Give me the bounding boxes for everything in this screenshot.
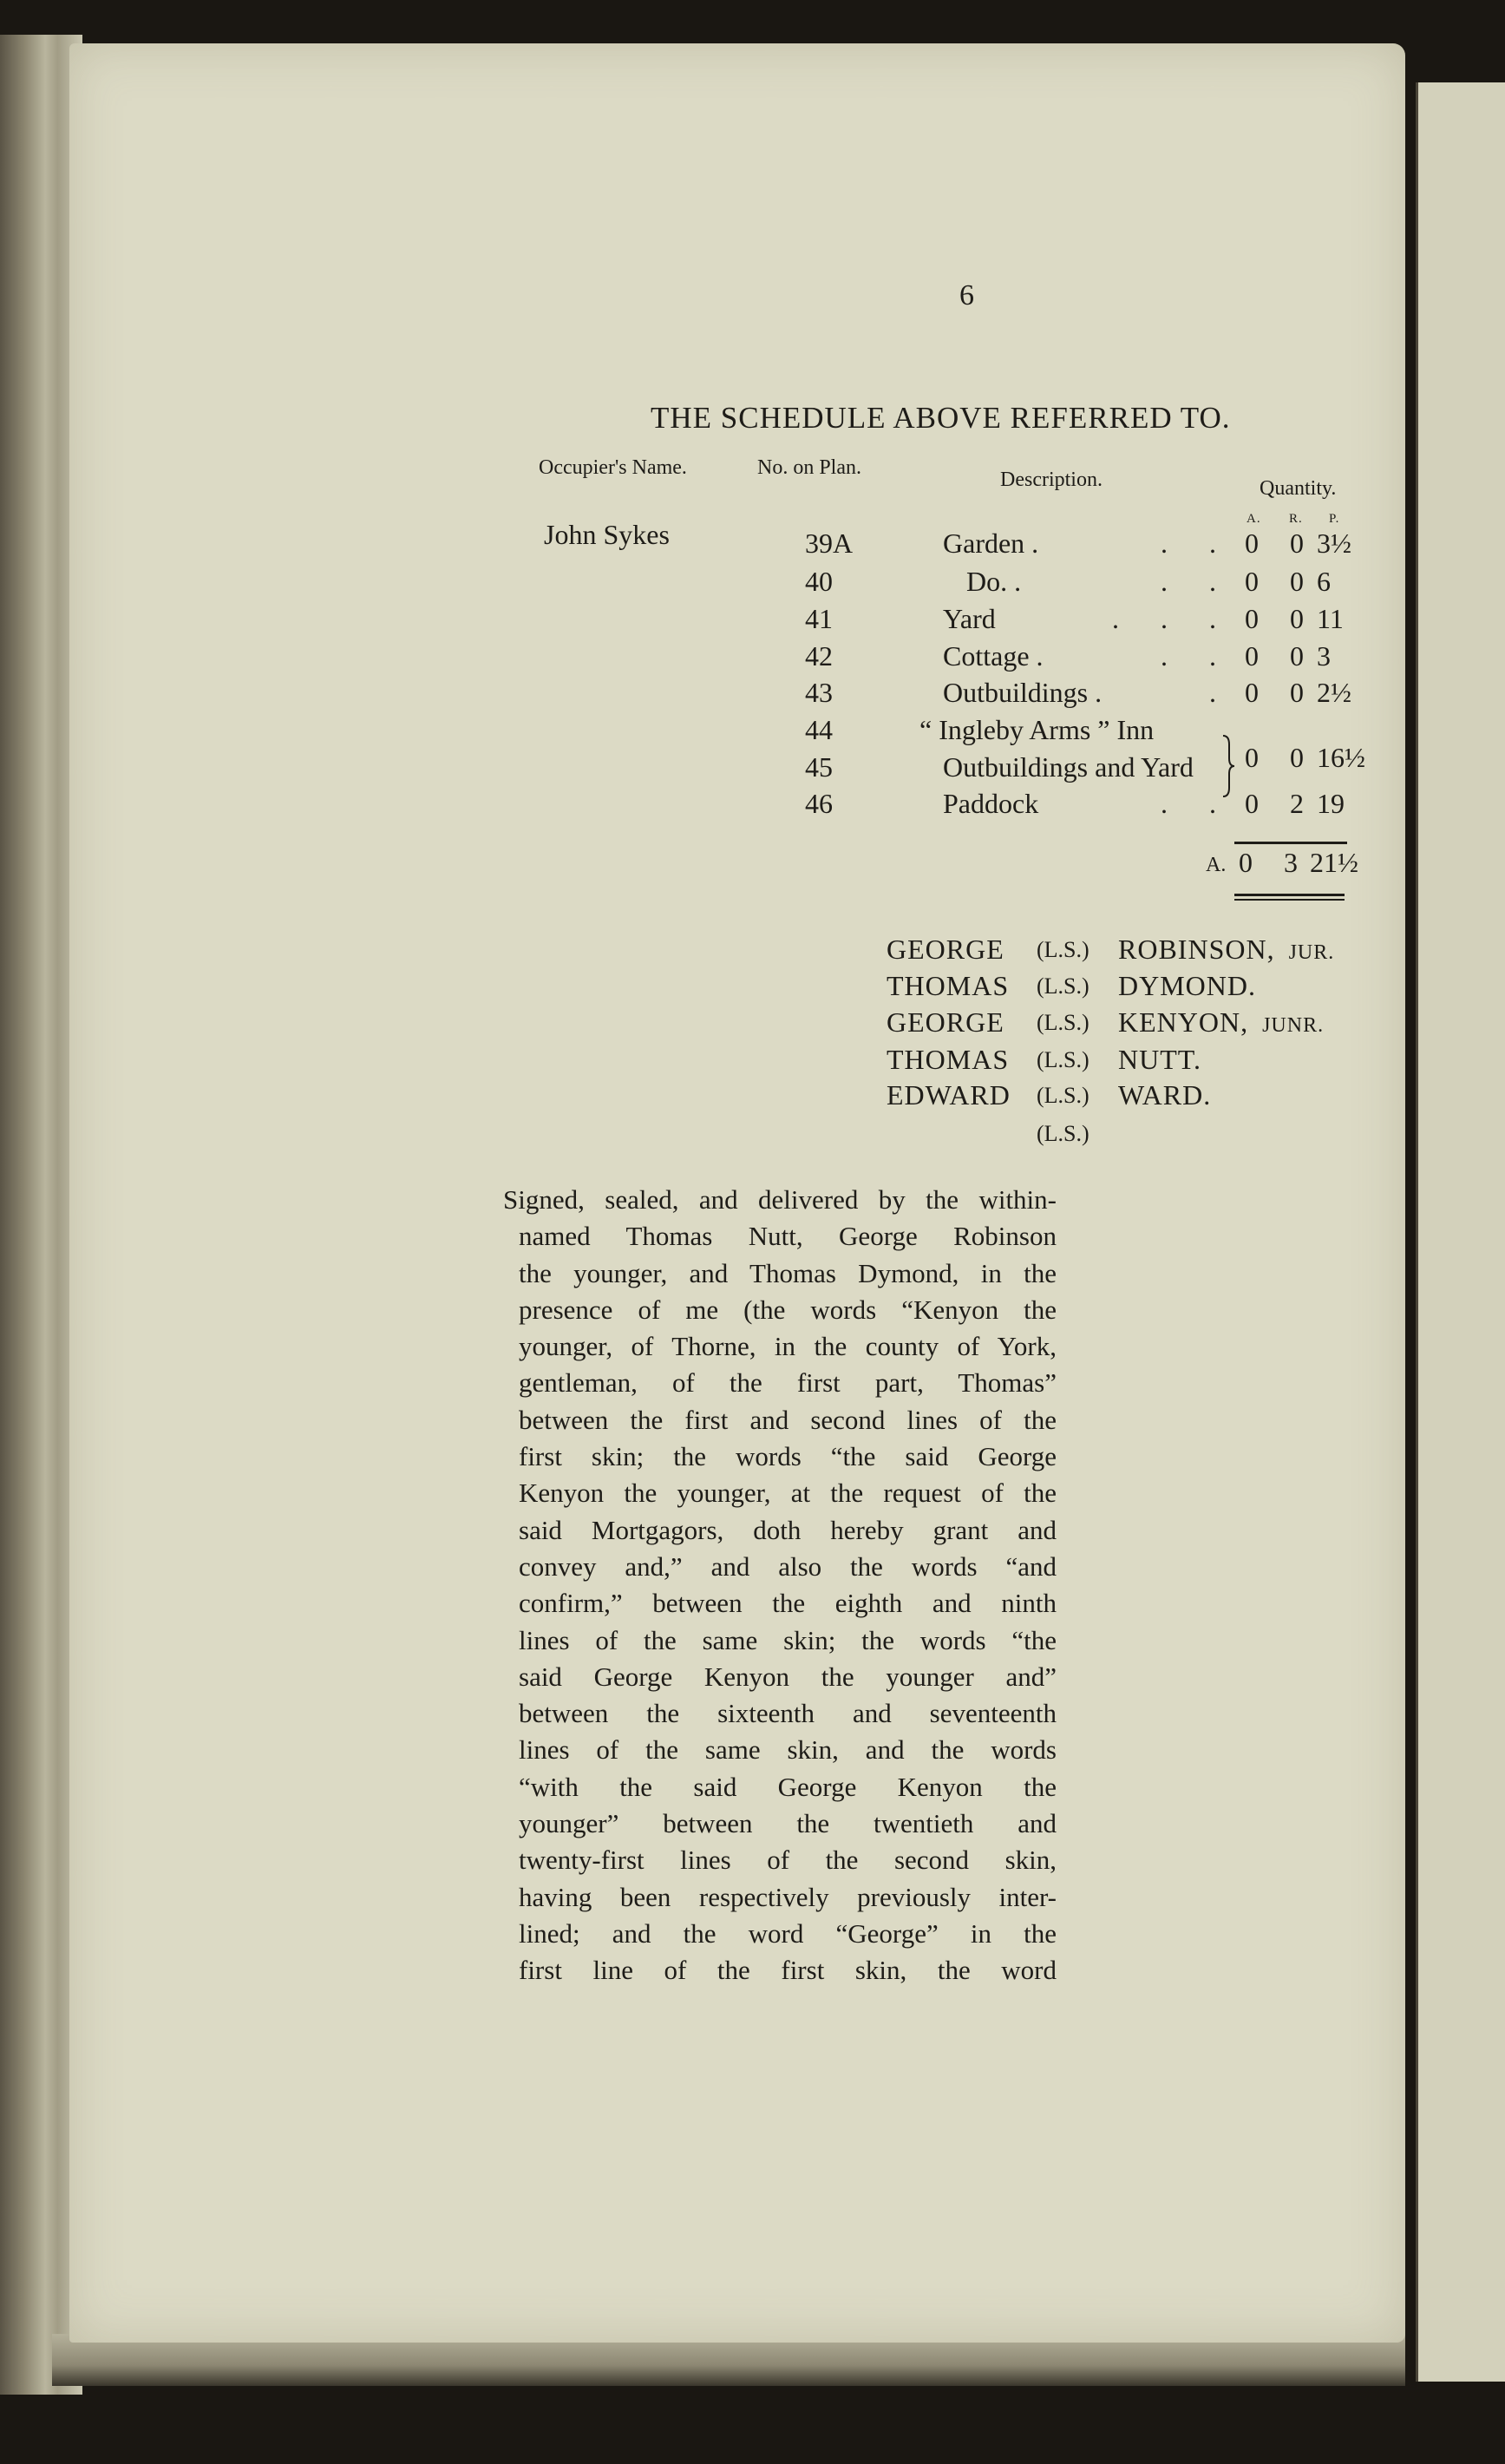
seal-mark: (L.S.) xyxy=(1037,937,1089,962)
leader-dots: . . . xyxy=(1112,603,1216,634)
quantity-acres: 0 xyxy=(1245,603,1259,634)
total-roods: 3 xyxy=(1284,847,1298,878)
attestation-line: named Thomas Nutt, George Robinson xyxy=(519,1221,1057,1252)
leader-dots: . . xyxy=(1161,640,1216,672)
signatory-surname-group xyxy=(1118,934,1334,966)
total-perches: 21½ xyxy=(1310,847,1358,878)
quantity-roods: 0 xyxy=(1290,603,1304,634)
total-double-rule-1 xyxy=(1234,894,1345,896)
schedule-title: THE SCHEDULE ABOVE REFERRED TO. xyxy=(651,401,1231,435)
attestation-line: lines of the same skin, and the words xyxy=(519,1734,1057,1766)
leader-dots: . . xyxy=(1161,528,1216,559)
header-acres: A. xyxy=(1247,512,1261,526)
quantity-acres: 0 xyxy=(1245,742,1259,773)
quantity-perches: 3 xyxy=(1317,640,1331,672)
attestation-line: having been respectively previously inter- xyxy=(519,1881,1057,1912)
header-roods: R. xyxy=(1289,512,1303,526)
header-quantity: Quantity. xyxy=(1260,477,1337,500)
attestation-line: first line of the first skin, the word xyxy=(519,1955,1057,1986)
signatory-surname-group xyxy=(1118,1044,1215,1076)
page-number: 6 xyxy=(959,279,974,311)
attestation-line: presence of me (the words “Kenyon the xyxy=(519,1294,1057,1325)
attestation-line: gentleman, of the first part, Thomas” xyxy=(519,1367,1057,1399)
description: Paddock xyxy=(943,788,1039,819)
quantity-perches: 16½ xyxy=(1317,742,1365,773)
quantity-perches: 3½ xyxy=(1317,528,1351,559)
attestation-line: the younger, and Thomas Dymond, in the xyxy=(519,1257,1057,1288)
attestation-line: younger, of Thorne, in the county of York, xyxy=(519,1331,1057,1362)
seal-mark: (L.S.) xyxy=(1037,1010,1089,1035)
plan-number: 43 xyxy=(805,677,833,708)
attestation-line: twenty-first lines of the second skin, xyxy=(519,1845,1057,1876)
attestation-line: first skin; the words “the said George xyxy=(519,1441,1057,1472)
description: Cottage . xyxy=(943,640,1044,672)
attestation-line: younger” between the twentieth and xyxy=(519,1808,1057,1839)
signatory-suffix: JUR. xyxy=(1288,941,1335,964)
total-label: A. xyxy=(1206,854,1227,876)
signatory-surname-group xyxy=(1118,1006,1324,1039)
header-perches: P. xyxy=(1329,512,1340,526)
quantity-roods: 0 xyxy=(1290,640,1304,672)
description: Do. . xyxy=(966,566,1022,597)
total-double-rule-2 xyxy=(1234,899,1345,901)
signatory-surname-group xyxy=(1118,970,1270,1002)
occupier-name: John Sykes xyxy=(544,519,670,550)
quantity-roods: 0 xyxy=(1290,742,1304,773)
quantity-roods: 0 xyxy=(1290,528,1304,559)
leader-dots: . xyxy=(1209,677,1216,708)
total-acres: 0 xyxy=(1239,847,1253,878)
seal-mark: (L.S.) xyxy=(1037,1083,1089,1108)
attestation-line: said Mortgagors, doth hereby grant and xyxy=(519,1514,1057,1545)
quantity-acres: 0 xyxy=(1245,640,1259,672)
quantity-perches: 2½ xyxy=(1317,677,1351,708)
plan-number: 42 xyxy=(805,640,833,672)
signatory-surname: NUTT. xyxy=(1118,1044,1201,1075)
adjacent-page-edge xyxy=(1416,82,1505,2382)
description: Outbuildings . xyxy=(943,677,1103,708)
header-plan: No. on Plan. xyxy=(757,456,861,479)
signatory-surname: ROBINSON, xyxy=(1118,934,1275,965)
plan-number: 39A xyxy=(805,528,854,559)
brace xyxy=(1221,734,1235,798)
plan-number: 41 xyxy=(805,603,833,634)
seal-mark: (L.S.) xyxy=(1037,973,1089,999)
attestation-line: convey and,” and also the words “and xyxy=(519,1550,1057,1582)
attestation-clause xyxy=(503,1182,1057,1989)
signatory-suffix: JUNR. xyxy=(1262,1014,1325,1037)
attestation-line: Kenyon the younger, at the request of the xyxy=(519,1478,1057,1509)
attestation-line: Signed, sealed, and delivered by the within- xyxy=(503,1184,1057,1215)
quantity-roods: 2 xyxy=(1290,788,1304,819)
quantity-perches: 6 xyxy=(1317,566,1331,597)
signatory-first-name: GEORGE xyxy=(887,934,1004,965)
quantity-acres: 0 xyxy=(1245,566,1259,597)
header-description: Description. xyxy=(1000,469,1103,491)
quantity-roods: 0 xyxy=(1290,677,1304,708)
signatory-first-name: THOMAS xyxy=(887,1044,1010,1075)
header-occupier: Occupier's Name. xyxy=(539,456,687,479)
signatory-surname: DYMOND. xyxy=(1118,970,1256,1001)
signatory-surname-group xyxy=(1118,1079,1225,1111)
leader-dots: . . xyxy=(1161,566,1216,597)
description: Outbuildings and Yard xyxy=(943,751,1194,783)
plan-number: 45 xyxy=(805,751,833,783)
signatory-first-name: GEORGE xyxy=(887,1006,1004,1038)
quantity-acres: 0 xyxy=(1245,788,1259,819)
description: Garden . xyxy=(943,528,1039,559)
description: “ Ingleby Arms ” Inn xyxy=(919,714,1155,745)
attestation-line: confirm,” between the eighth and ninth xyxy=(519,1588,1057,1619)
quantity-acres: 0 xyxy=(1245,677,1259,708)
description: Yard xyxy=(943,603,996,634)
seal-mark: (L.S.) xyxy=(1037,1121,1089,1146)
signatory-surname: WARD. xyxy=(1118,1079,1212,1111)
attestation-line: “with the said George Kenyon the xyxy=(519,1771,1057,1802)
attestation-line: lined; and the word “George” in the xyxy=(519,1917,1057,1949)
plan-number: 40 xyxy=(805,566,833,597)
sum-rule xyxy=(1234,842,1347,844)
signatory-first-name: THOMAS xyxy=(887,970,1010,1001)
quantity-acres: 0 xyxy=(1245,528,1259,559)
signatory-surname: KENYON, xyxy=(1118,1006,1249,1038)
attestation-line: lines of the same skin; the words “the xyxy=(519,1624,1057,1655)
quantity-roods: 0 xyxy=(1290,566,1304,597)
signatory-first-name: EDWARD xyxy=(887,1079,1011,1111)
quantity-perches: 11 xyxy=(1317,603,1344,634)
attestation-line: between the first and second lines of the xyxy=(519,1404,1057,1435)
quantity-perches: 19 xyxy=(1317,788,1345,819)
plan-number: 44 xyxy=(805,714,833,745)
seal-mark: (L.S.) xyxy=(1037,1047,1089,1072)
leader-dots: . . xyxy=(1161,788,1216,819)
attestation-line: between the sixteenth and seventeenth xyxy=(519,1698,1057,1729)
attestation-line: said George Kenyon the younger and” xyxy=(519,1661,1057,1692)
plan-number: 46 xyxy=(805,788,833,819)
